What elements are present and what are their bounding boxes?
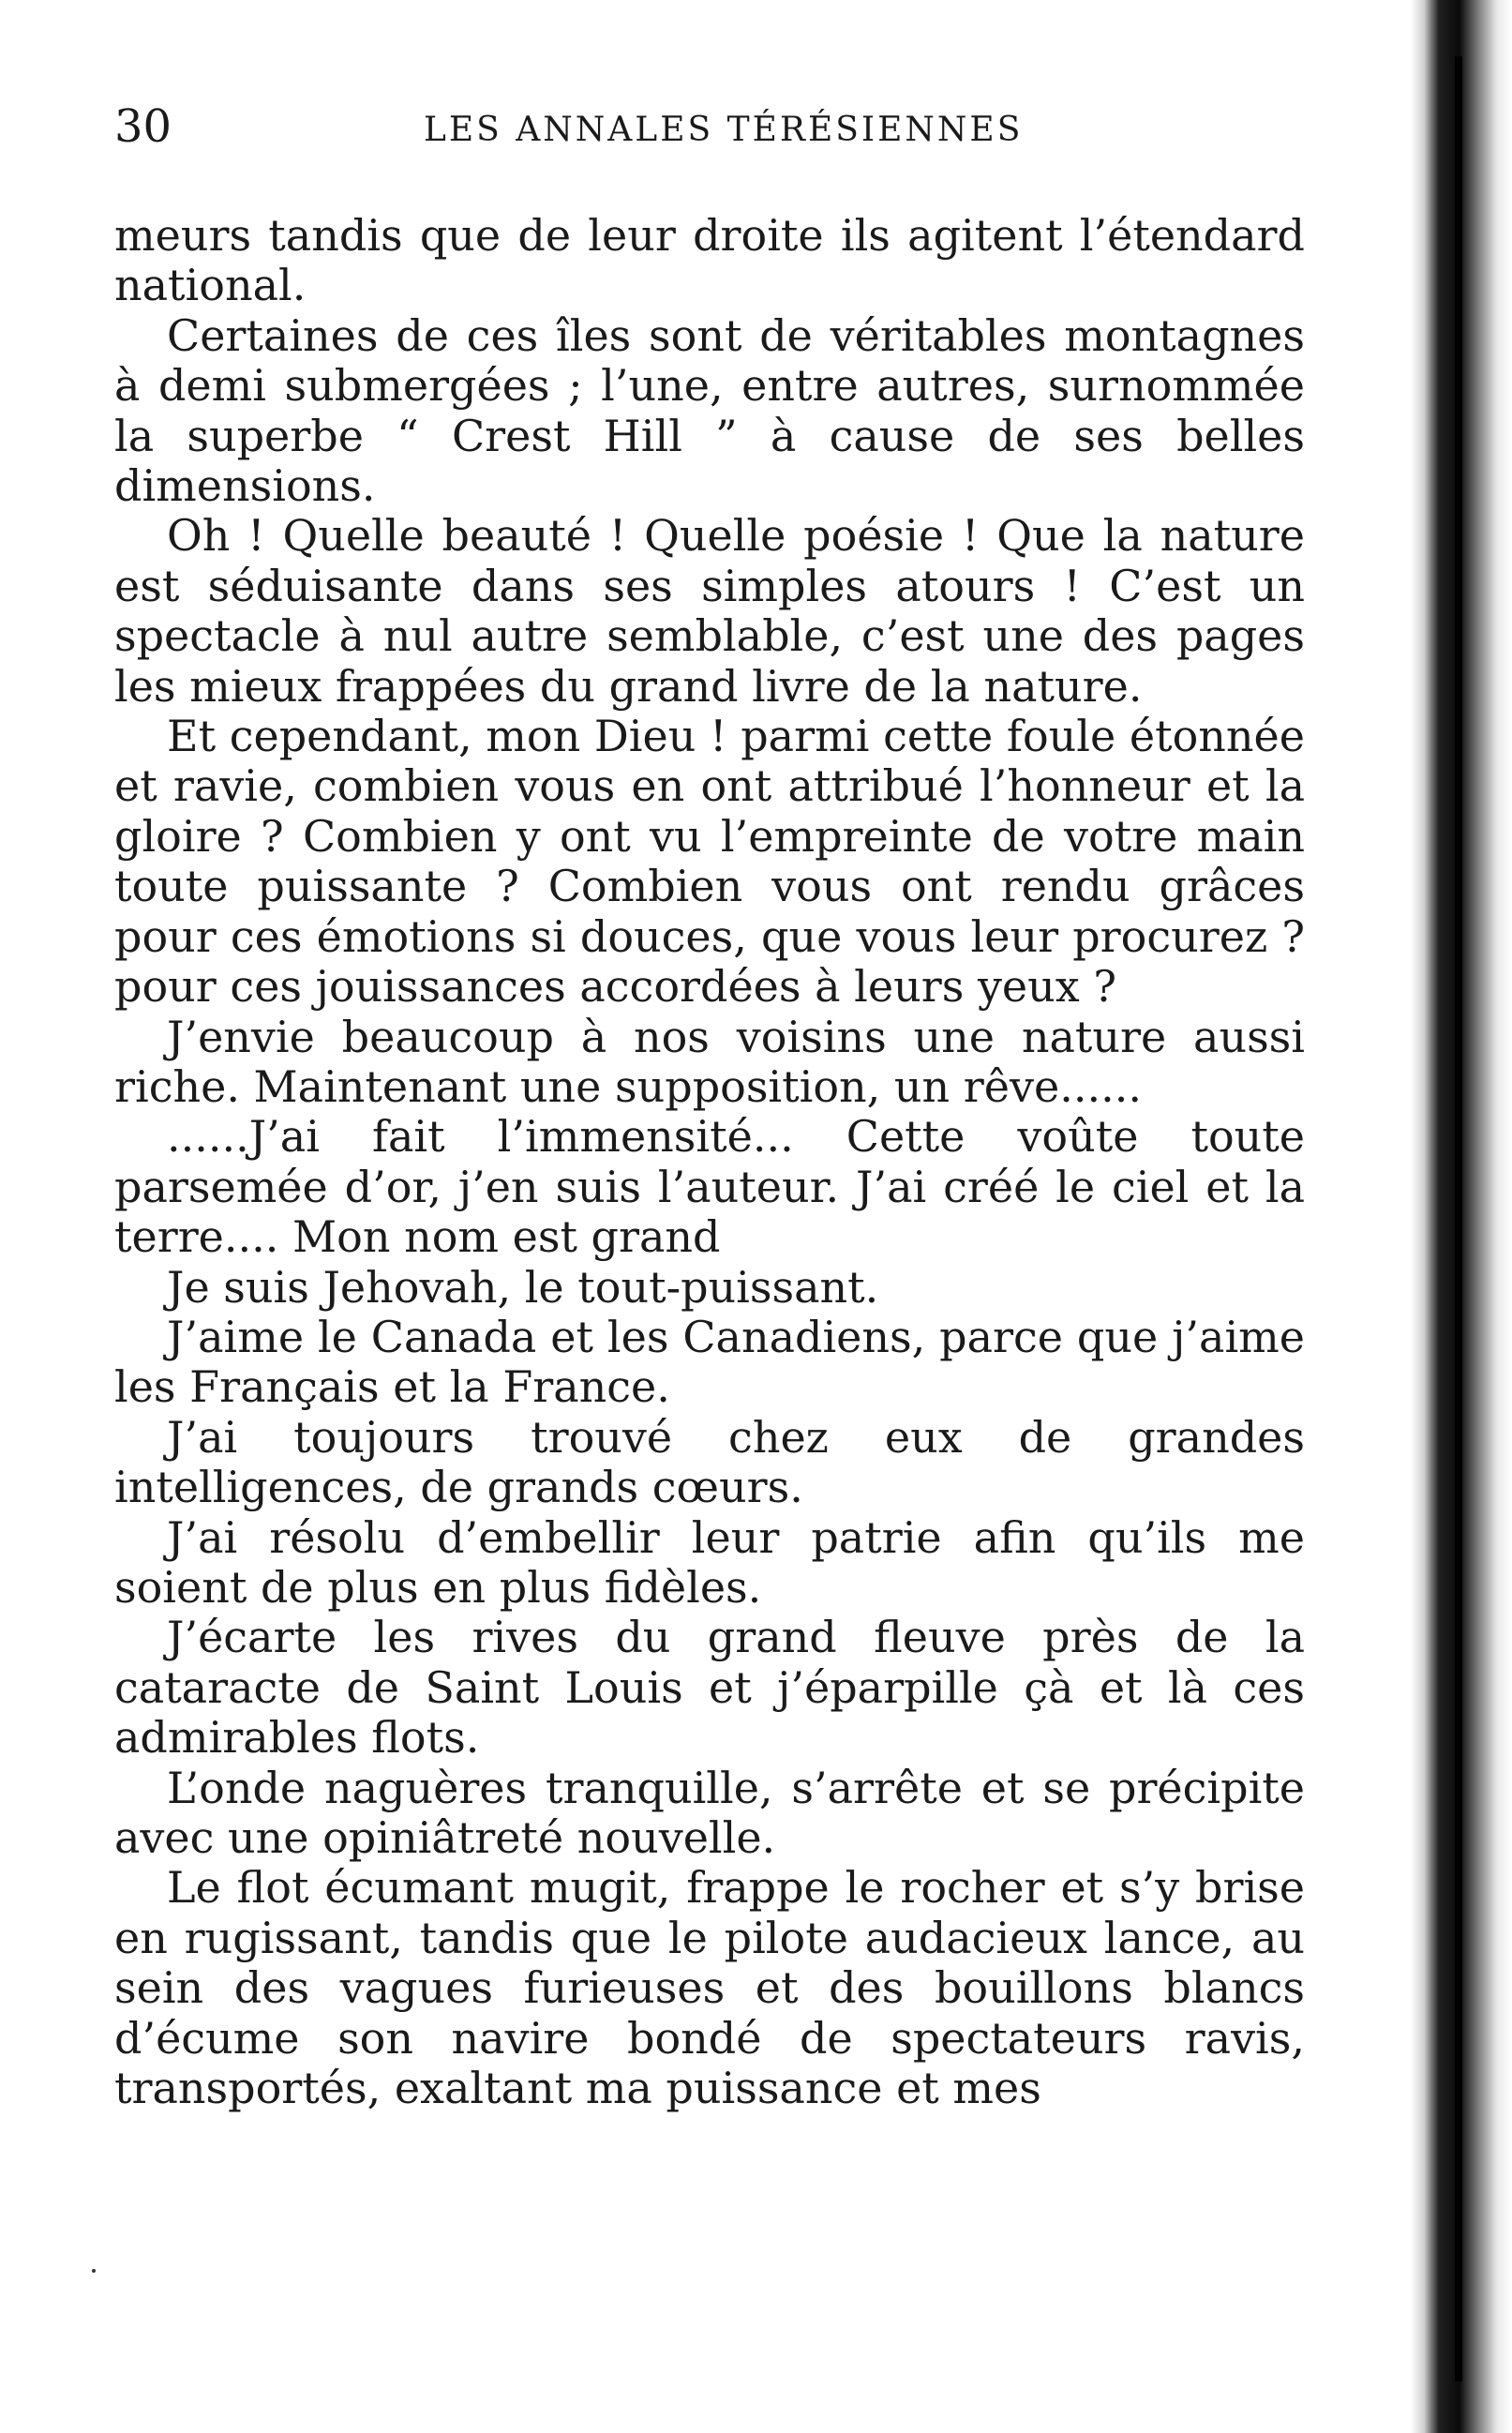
- paragraph: Certaines de ces îles sont de véritables montagnes à demi submergées ; l’une, entre autres, surnommée la superbe “ Crest Hill ” à cause de ses belles dimensions.: [114, 309, 1305, 512]
- paragraph: J’aime le Canada et les Canadiens, parce que j’aime les Français et la France.: [114, 1311, 1305, 1413]
- paragraph: Et cependant, mon Dieu ! parmi cette foule étonnée et ravie, combien vous en ont attribué l’honneur et la gloire ? Combien y ont vu l’empreinte de votre main toute puissante ? Combien vous ont rendu grâces pour ces émotions si douces, que vous leur procurez ? pour ces jouissances accordées à leurs yeux ?: [114, 711, 1305, 1013]
- paragraph: J’écarte les rives du grand fleuve près de la cataracte de Saint Louis et j’éparpille çà et là ces admirables flots.: [114, 1612, 1305, 1764]
- page-edge-line: [1455, 56, 1462, 2381]
- margin-speck: [92, 2269, 96, 2273]
- paragraph: J’ai toujours trouvé chez eux de grandes intelligences, de grands cœurs.: [114, 1411, 1305, 1513]
- paragraph: meurs tandis que de leur droite ils agitent l’étendard national.: [114, 210, 1305, 311]
- paragraph: J’envie beaucoup à nos voisins une nature aussi riche. Maintenant une supposition, un rêve......: [114, 1011, 1305, 1112]
- body-text: [114, 211, 1305, 2113]
- paragraph: Oh ! Quelle beauté ! Quelle poésie ! Que la nature est séduisante dans ses simples atours ! C’est un spectacle à nul autre semblable, c’est une des pages les mieux frappées du grand livre de la nature.: [114, 510, 1305, 712]
- paragraph: ......J’ai fait l’immensité... Cette voûte toute parsemée d’or, j’en suis l’auteur. J’ai créé le ciel et la terre.... Mon nom est grand: [114, 1111, 1305, 1263]
- page-number: 30: [114, 100, 172, 153]
- page-header: [114, 94, 1305, 159]
- paragraph: Je suis Jehovah, le tout-puissant.: [167, 1261, 879, 1313]
- paragraph: L’onde naguères tranquille, s’arrête et se précipite avec une opiniâtreté nouvelle.: [114, 1762, 1305, 1863]
- running-title: LES ANNALES TÉRÉSIENNES: [424, 111, 1024, 149]
- paragraph: Le flot écumant mugit, frappe le rocher et s’y brise en rugissant, tandis que le pilote audacieux lance, au sein des vagues furieuses et des bouillons blancs d’écume son navire bondé de spectateurs ravis, transportés, exaltant ma puissance et mes: [114, 1862, 1305, 2114]
- paragraph: J’ai résolu d’embellir leur patrie afin qu’ils me soient de plus en plus fidèles.: [114, 1511, 1305, 1613]
